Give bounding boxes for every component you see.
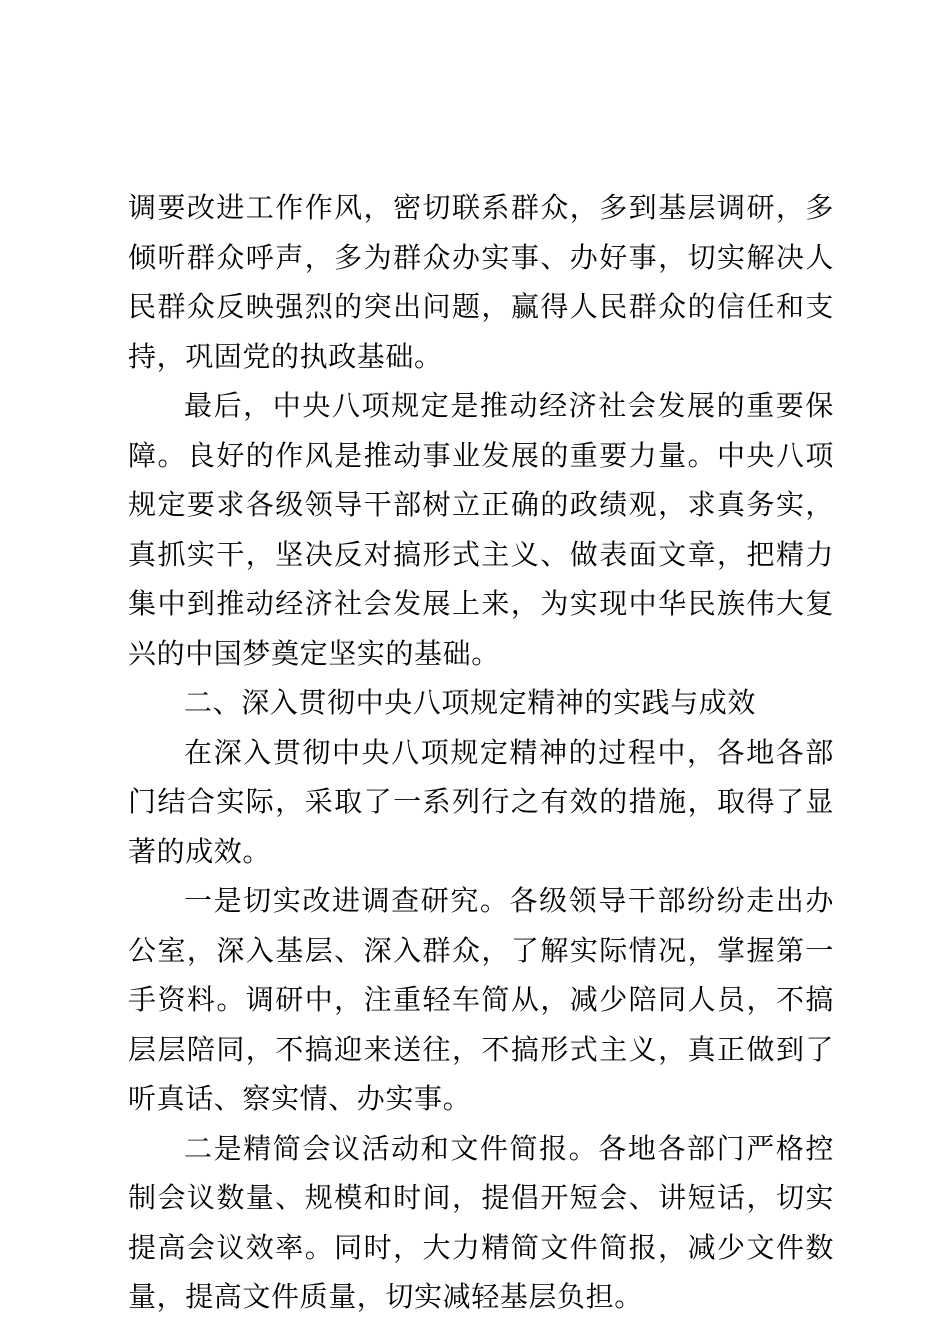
paragraph-2: 最后，中央八项规定是推动经济社会发展的重要保障。良好的作风是推动事业发展的重要力量。中央八项规定要求各级领导干部树立正确的政绩观，求真务实，真抓实干，坚决反对搞形式主义、做表面文章，把精力集中到推动经济社会发展上来，为实现中华民族伟大复兴的中国梦奠定坚实的基础。 <box>128 389 834 670</box>
paragraph-3: 在深入贯彻中央八项规定精神的过程中，各地各部门结合实际，采取了一系列行之有效的措施，取得了显著的成效。 <box>128 735 834 868</box>
section-heading: 二、深入贯彻中央八项规定精神的实践与成效 <box>184 686 757 719</box>
document-body <box>128 183 834 1322</box>
paragraph-1: 调要改进工作作风，密切联系群众，多到基层调研，多倾听群众呼声，多为群众办实事、办好事，切实解决人民群众反映强烈的突出问题，赢得人民群众的信任和支持，巩固党的执政基础。 <box>128 191 834 373</box>
paragraph-5: 二是精简会议活动和文件简报。各地各部门严格控制会议数量、规模和时间，提倡开短会、讲短话，切实提高会议效率。同时，大力精简文件简报，减少文件数量，提高文件质量，切实减轻基层负担。 <box>128 1131 834 1313</box>
paragraph-4: 一是切实改进调查研究。各级领导干部纷纷走出办公室，深入基层、深入群众，了解实际情况，掌握第一手资料。调研中，注重轻车简从，减少陪同人员，不搞层层陪同，不搞迎来送往，不搞形式主义，真正做到了听真话、察实情、办实事。 <box>128 884 834 1115</box>
